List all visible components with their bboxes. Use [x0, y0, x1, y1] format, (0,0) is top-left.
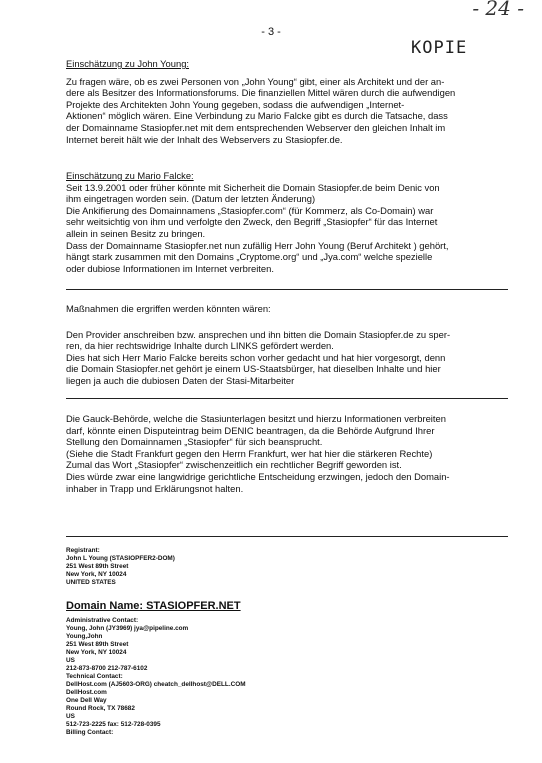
- text-line: Aktionen“ möglich wären. Eine Verbindung zu Mario Falcke gibt es durch die Tatsache, dass: [66, 110, 448, 122]
- text-line: sehr weitsichtig von ihm und verfolgte den Zweck, den Begriff „Stasiopfer“ für das Internet: [66, 216, 438, 228]
- section-heading: Einschätzung zu Mario Falcke:: [66, 170, 194, 181]
- contact-line: One Dell Way: [66, 697, 107, 704]
- text-line: Den Provider anschreiben bzw. ansprechen und ihn bitten die Domain Stasiopfer.de zu sper-: [66, 328, 451, 340]
- contact-line: 512-723-2225 fax: 512-728-0395: [66, 721, 161, 728]
- contact-line: Young, John (JY3969) jya@pipeline.com: [66, 625, 189, 632]
- contact-line: 212-873-8700 212-787-6102: [66, 665, 148, 672]
- page-number: - 3 -: [261, 26, 281, 38]
- text-line: Zumal das Wort „Stasiopfer“ zwischenzeitlich ein rechtlicher Begriff geworden ist.: [66, 459, 402, 471]
- text-line: Dies würde zwar eine langwidrige gerichtliche Entscheidung erzwingen, jedoch den Domain-: [66, 470, 450, 482]
- handwritten-page-number: - 24 -: [472, 0, 524, 20]
- text-line: Internet bereit hält wie der Inhalt des Webservers zu Stasiopfer.de.: [66, 133, 343, 145]
- text-line: hängt stark zusammen mit den Domains „Cryptome.org“ und „Jya.com“ welche spezielle: [66, 251, 433, 263]
- text-line: Dass der Domainname Stasiopfer.net nun zufällig Herr John Young (Beruf Architekt ) gehört,: [66, 239, 449, 251]
- registrant-line: John L Young (STASIOPFER2-DOM): [66, 555, 175, 562]
- contact-line: US: [66, 657, 75, 664]
- text-line: (Siehe die Stadt Frankfurt gegen den Herrn Frankfurt, wer hat hier die stärkeren Rechte): [66, 447, 433, 459]
- divider: [66, 289, 508, 290]
- text-line: ren, da hier rechtswidrige Inhalte durch LINKS gefördert werden.: [66, 340, 334, 352]
- divider: [66, 536, 508, 537]
- contact-line: Billing Contact:: [66, 729, 114, 736]
- text-line: Seit 13.9.2001 oder früher könnte mit Sicherheit die Domain Stasiopfer.de beim Denic von: [66, 181, 440, 193]
- registrant-line: New York, NY 10024: [66, 571, 127, 578]
- section-mario-falcke: [66, 170, 526, 274]
- copy-stamp: KOPIE: [411, 38, 468, 58]
- section-john-young: [66, 58, 526, 145]
- text-line: Die Gauck-Behörde, welche die Stasiunterlagen besitzt und hierzu Informationen verbreiten: [66, 413, 446, 424]
- contact-line: DellHost.com (AJ5603-ORG) cheatch_dellhost@DELL.COM: [66, 681, 246, 688]
- text-line: darf, könnte einen Disputeintrag beim DENIC beantragen, da die Behörde Aufgrund Ihrer: [66, 424, 435, 436]
- section-intro: Maßnahmen die ergriffen werden könnten wären:: [66, 303, 271, 314]
- contact-line: Technical Contact:: [66, 673, 123, 680]
- text-line: Projekte des Architekten John Young gegeben, sodass die aufwendigen „Internet-: [66, 98, 405, 110]
- contact-line: Young,John: [66, 633, 103, 640]
- registrant-line: 251 West 89th Street: [66, 563, 129, 570]
- contact-line: Administrative Contact:: [66, 617, 139, 624]
- text-line: Die Ankifierung des Domainnamens „Stasiopfer.com“ (für Kommerz, als Co-Domain) war: [66, 204, 434, 216]
- section-heading: Einschätzung zu John Young:: [66, 58, 190, 69]
- text-line: Zu fragen wäre, ob es zwei Personen von „John Young“ gibt, einer als Architekt und der an-: [66, 75, 445, 87]
- text-line: die Domain Stasiopfer.net gehört je einem US-Staatsbürger, hat dieselben Inhalte und hier: [66, 363, 441, 375]
- section-gauck-authority: [66, 413, 526, 494]
- contact-line: 251 West 89th Street: [66, 641, 129, 648]
- domain-name-heading: Domain Name: STASIOPFER.NET: [66, 600, 241, 612]
- registrant-line: UNITED STATES: [66, 579, 116, 586]
- contact-line: DellHost.com: [66, 689, 107, 696]
- text-line: allein in seinen Besitz zu bringen.: [66, 227, 206, 239]
- text-line: dere als Besitzer des Informationsforums. Die finanziellen Mittel wären durch die aufwendigen: [66, 87, 456, 99]
- section-measures: [66, 303, 526, 387]
- registrant-line: Registrant:: [66, 547, 100, 554]
- text-line: Dies hat sich Herr Mario Falcke bereits schon vorher gedacht und hat hier vorgesorgt, denn: [66, 351, 446, 363]
- divider: [66, 398, 508, 399]
- contact-line: Round Rock, TX 78682: [66, 705, 135, 712]
- text-line: ihm eingetragen worden sein. (Datum der letzten Änderung): [66, 193, 316, 205]
- text-line: liegen ja auch die dubiosen Daten der Stasi-Mitarbeiter: [66, 374, 295, 386]
- text-line: Stellung den Domainnamen „Stasiopfer“ für sich beansprucht.: [66, 436, 323, 448]
- text-line: inhaber in Trapp und Erklärungsnot halten.: [66, 482, 244, 494]
- text-line: oder dubiose Informationen im Internet verbreiten.: [66, 262, 274, 274]
- contact-line: US: [66, 713, 75, 720]
- text-line: der Domainname Stasiopfer.net mit dem entsprechenden Webserver den gleichen Inhalt im: [66, 121, 446, 133]
- registrant-block: [66, 547, 366, 587]
- contacts-block: [66, 617, 366, 737]
- contact-line: New York, NY 10024: [66, 649, 127, 656]
